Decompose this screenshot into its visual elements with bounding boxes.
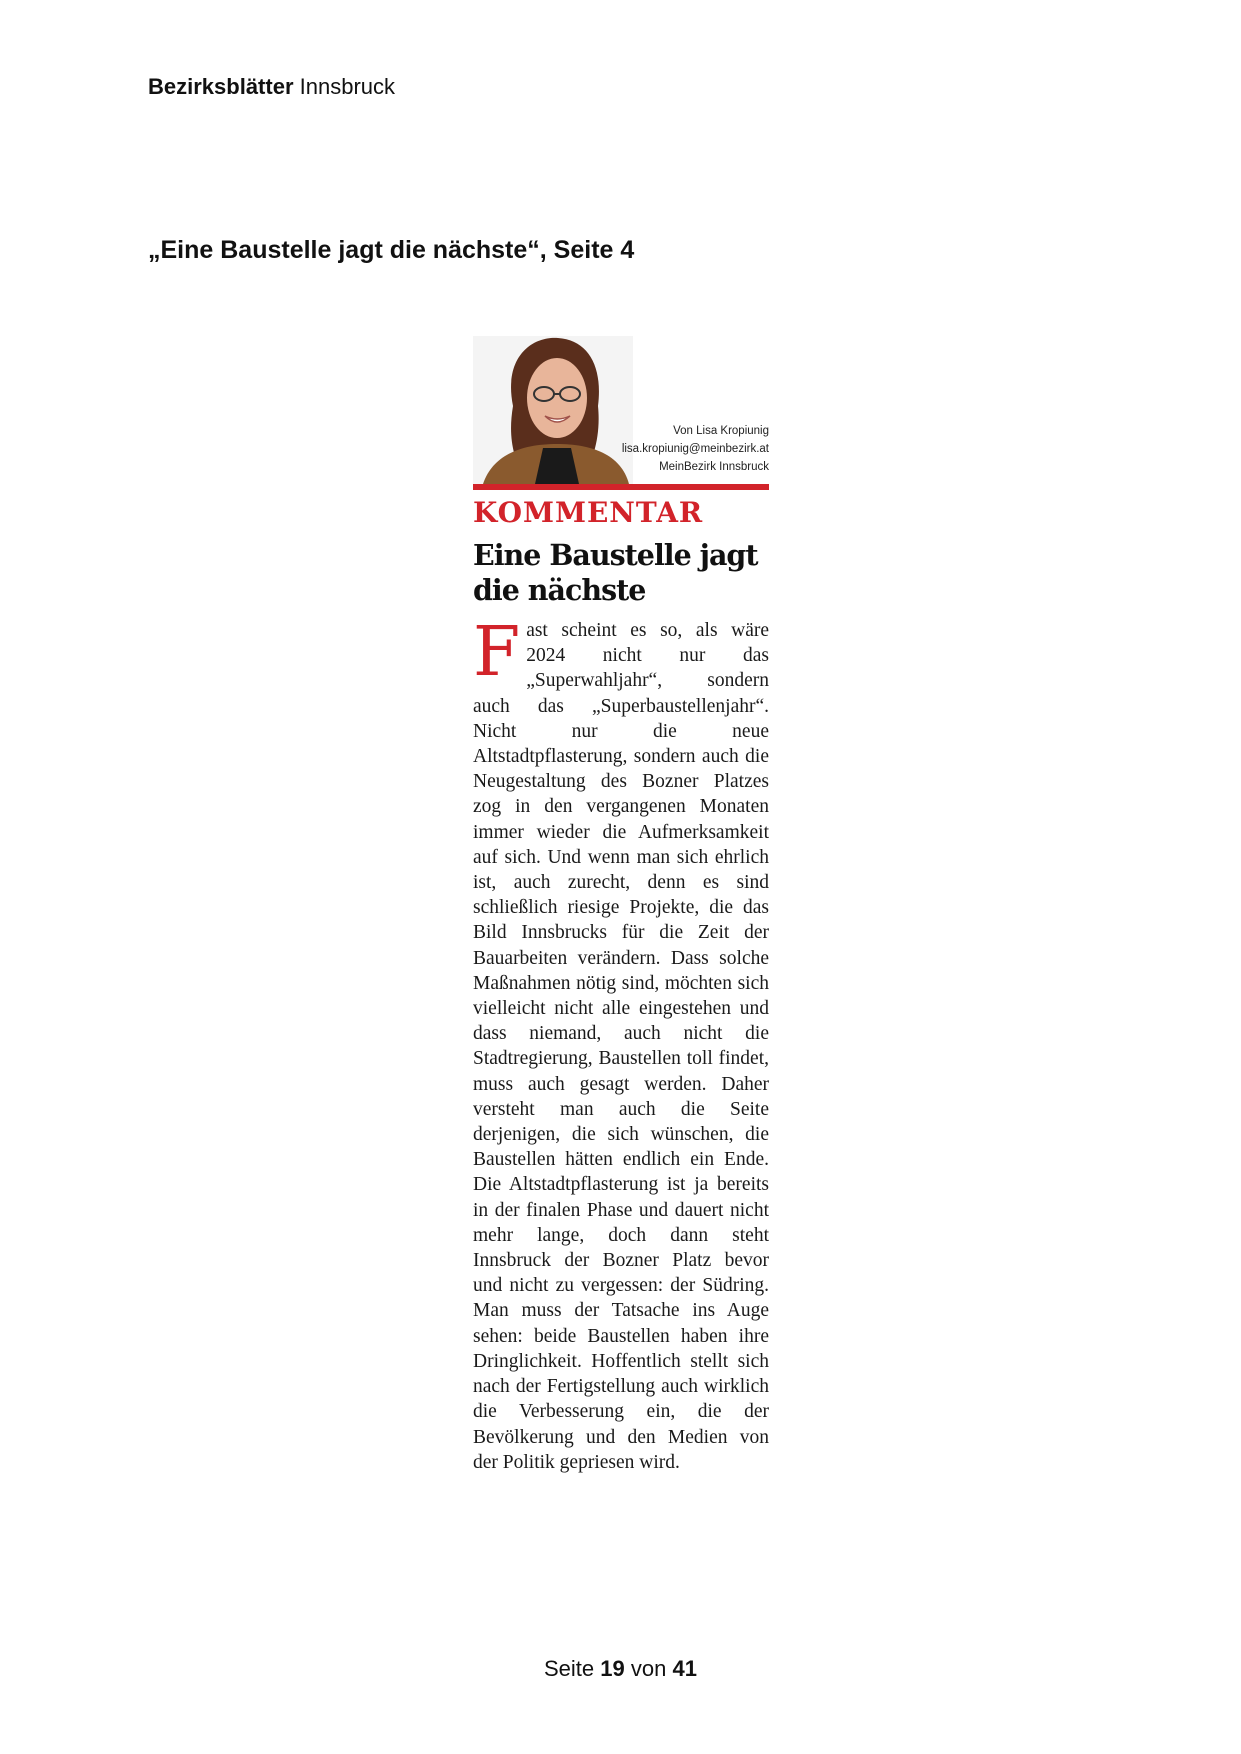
byline-email: lisa.kropiunig@meinbezirk.at bbox=[621, 443, 769, 455]
article-source-title: „Eine Baustelle jagt die nächste“, Seite 4 bbox=[148, 236, 635, 264]
byline bbox=[622, 422, 769, 476]
newspaper-clipping bbox=[473, 336, 769, 1475]
page-label: Seite bbox=[544, 1656, 595, 1681]
drop-cap: F bbox=[473, 613, 521, 692]
page-total: 41 bbox=[672, 1656, 697, 1681]
page-sep: von bbox=[630, 1656, 667, 1681]
article-body-text: ast scheint es so, als wäre 2024 nicht nur das „Superwahljahr“, sondern auch das „Superbaustellenjahr“. Nicht nur die neue Altstadtpflasterung, sondern auch die Neugestaltung des Bozner Platzes zog in den vergangenen Monaten immer wieder die Aufmerksamkeit auf sich. Und wenn man sich ehrlich ist, auch zurecht, denn es sind schließlich riesige Projekte, die das Bild Innsbrucks für die Zeit der Bauarbeiten verändern. Dass solche Maßnahmen nötig sind, möchten sich vielleicht nicht alle eingestehen und dass niemand, auch nicht die Stadtregierung, Baustellen toll findet, muss auch gesagt werden. Daher versteht man auch die Seite derjenigen, die sich wünschen, die Baustellen hätten endlich ein Ende. Die Altstadtpflasterung ist ja bereits in der finalen Phase und dauert nicht mehr lange, doch dann steht Innsbruck der Bozner Platz bevor und nicht zu vergessen: der Südring. Man muss der Tatsache ins Auge sehen: beide Baustellen haben ihre Dringlichkeit. Hoffentlich stellt sich nach der Fertigstellung auch wirklich die Verbesserung ein, die der Bevölkerung und den Medien von der Politik gepriesen wird. bbox=[473, 620, 769, 1473]
author-box bbox=[473, 336, 769, 486]
red-divider bbox=[473, 484, 769, 490]
byline-outlet: MeinBezirk Innsbruck bbox=[659, 461, 769, 473]
publication-name: Bezirksblätter bbox=[148, 74, 294, 99]
page-current: 19 bbox=[600, 1656, 625, 1681]
headline: Eine Baustelle jagt die nächste bbox=[473, 538, 758, 607]
author-photo bbox=[473, 336, 633, 484]
article-body bbox=[473, 613, 769, 1475]
publication-header bbox=[148, 74, 395, 100]
kicker: KOMMENTAR bbox=[473, 496, 704, 529]
page-footer bbox=[0, 1656, 1241, 1682]
publication-region: Innsbruck bbox=[299, 74, 396, 99]
byline-author: Von Lisa Kropiunig bbox=[673, 425, 769, 437]
